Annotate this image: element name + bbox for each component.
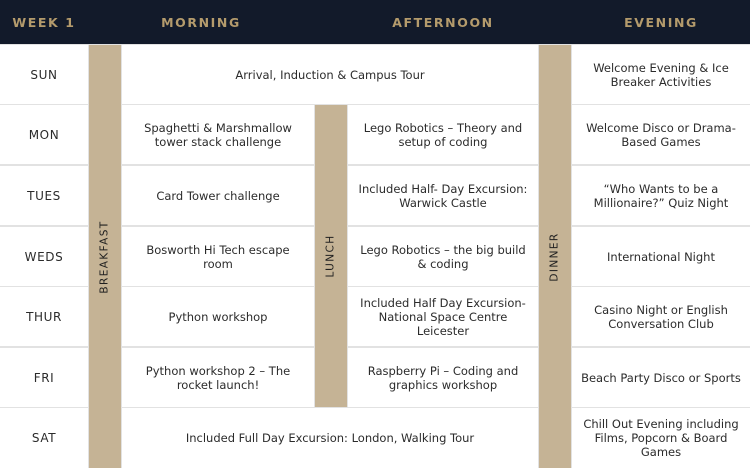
breakfast-band [89,45,121,468]
afternoon-fri: Raspberry Pi – Coding and graphics workshop [348,348,538,407]
day-tues: TUES [0,166,88,225]
day-fri: FRI [0,348,88,407]
afternoon-mon: Lego Robotics – Theory and setup of coding [348,105,538,164]
evening-fri: Beach Party Disco or Sports [572,348,750,407]
dinner-label: DINNER [549,231,562,282]
breakfast-label: BREAKFAST [99,219,112,294]
morning-fri: Python workshop 2 – The rocket launch! [122,348,314,407]
header-evening: EVENING [572,0,750,44]
lunch-label: LUNCH [325,234,337,278]
afternoon-weds: Lego Robotics – the big build & coding [348,227,538,286]
day-sun: SUN [0,45,88,104]
day-weds: WEDS [0,227,88,286]
afternoon-tues: Included Half- Day Excursion: Warwick Castle [348,166,538,225]
day-thur: THUR [0,287,88,346]
evening-sun: Welcome Evening & Ice Breaker Activities [572,45,750,104]
evening-mon: Welcome Disco or Drama-Based Games [572,105,750,164]
afternoon-thur: Included Half Day Excursion- National Space Centre Leicester [348,287,538,346]
evening-thur: Casino Night or English Conversation Club [572,287,750,346]
day-sat: SAT [0,408,88,468]
evening-sat: Chill Out Evening including Films, Popcorn & Board Games [572,408,750,468]
sat-daytime-activity: Included Full Day Excursion: London, Walking Tour [122,408,538,468]
evening-tues: “Who Wants to be a Millionaire?” Quiz Night [572,166,750,225]
evening-weds: International Night [572,227,750,286]
lunch-band [315,105,347,407]
header-afternoon: AFTERNOON [314,0,572,44]
morning-thur: Python workshop [122,287,314,346]
dinner-band [539,45,571,468]
morning-mon: Spaghetti & Marshmallow tower stack challenge [122,105,314,164]
sun-daytime-activity: Arrival, Induction & Campus Tour [122,45,538,104]
morning-weds: Bosworth Hi Tech escape room [122,227,314,286]
header-morning: MORNING [88,0,314,44]
header-week: WEEK 1 [0,0,88,44]
day-mon: MON [0,105,88,164]
morning-tues: Card Tower challenge [122,166,314,225]
